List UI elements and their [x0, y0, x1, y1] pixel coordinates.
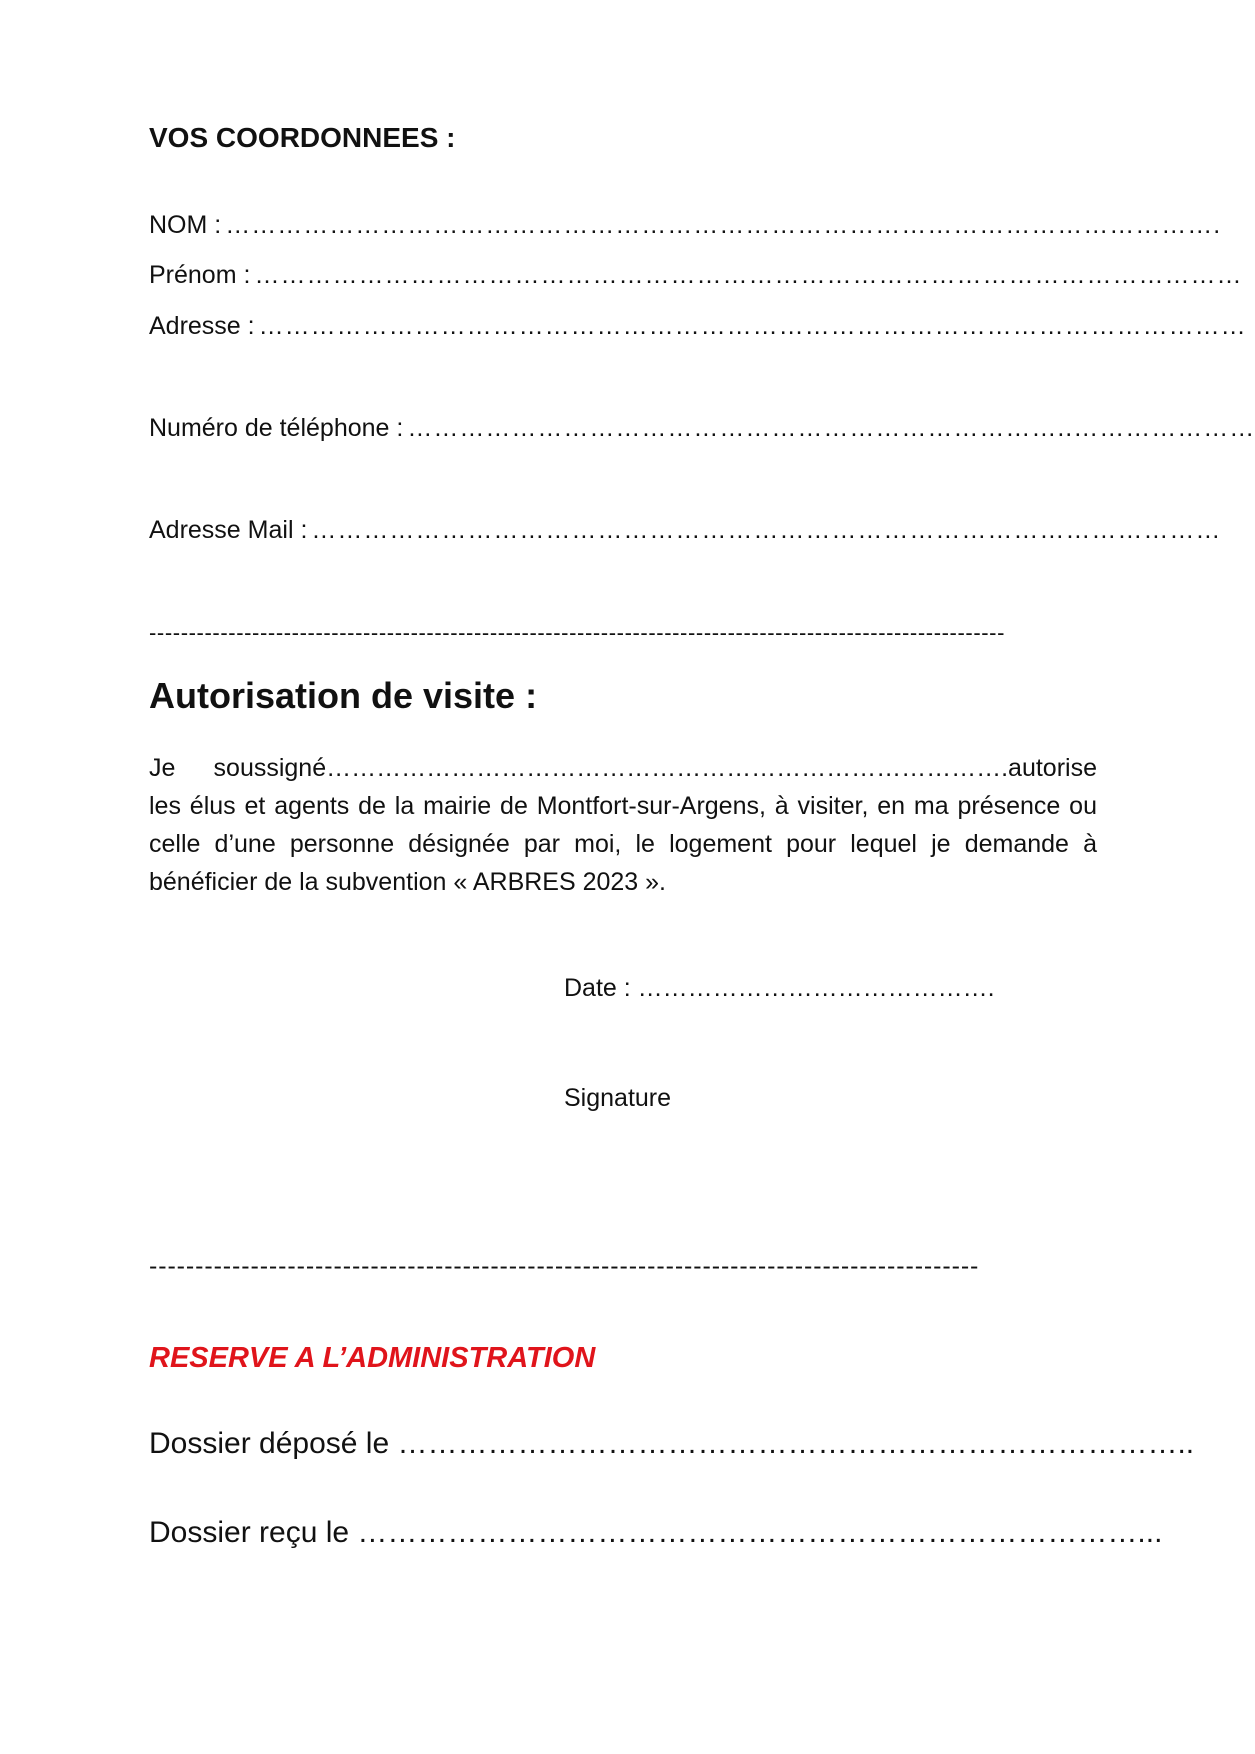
- dossier-recu-field[interactable]: Dossier reçu le ……………………………………………………………………...: [149, 1516, 1163, 1549]
- dashed-separator-1: ------------------------------------------------------------------------------------------------------------: [149, 620, 1006, 645]
- telephone-field[interactable]: [149, 414, 1255, 442]
- adresse-dotted-line: ……………………………………………………………………………………………………: [258, 312, 1247, 340]
- nom-field[interactable]: [149, 211, 1222, 239]
- mail-field[interactable]: [149, 516, 1222, 544]
- mail-label: Adresse Mail :: [149, 516, 308, 544]
- nom-dotted-line: …………………………………………………………………………………………………….: [225, 211, 1222, 239]
- adresse-label: Adresse :: [149, 312, 255, 340]
- dossier-depose-field[interactable]: Dossier déposé le ……………………………………………………………………..: [149, 1427, 1195, 1460]
- dashed-separator-2: ------------------------------------------------------------------------------------------: [149, 1252, 980, 1280]
- section-title-coordonnees: VOS COORDONNEES :: [149, 122, 456, 153]
- adresse-field[interactable]: [149, 312, 1247, 340]
- date-field[interactable]: Date : …………………………………….: [564, 974, 995, 1002]
- authorization-paragraph: Je soussigné……………………………………………………………………….autorise les élus et agents de la mairie de Montfort-sur-Argens, à visiter, en ma présence ou celle d’une personne désignée par moi, le logement pour lequel je demande à bénéficier de la subvention « ARBRES 2023 ».: [149, 754, 1097, 896]
- signature-label: Signature: [564, 1084, 672, 1112]
- prenom-label: Prénom :: [149, 261, 251, 289]
- prenom-field[interactable]: [149, 261, 1243, 289]
- admin-reserved-title: RESERVE A L’ADMINISTRATION: [149, 1342, 596, 1374]
- prenom-dotted-line: ……………………………………………………………………………………………………: [254, 261, 1243, 289]
- authorization-heading: Autorisation de visite :: [149, 675, 538, 716]
- mail-dotted-line: ……………………………………………………………………………………………: [311, 516, 1222, 544]
- telephone-dotted-line: …………………………………………………………………..…………………: [407, 414, 1255, 442]
- nom-label: NOM :: [149, 211, 222, 239]
- telephone-label: Numéro de téléphone :: [149, 414, 404, 442]
